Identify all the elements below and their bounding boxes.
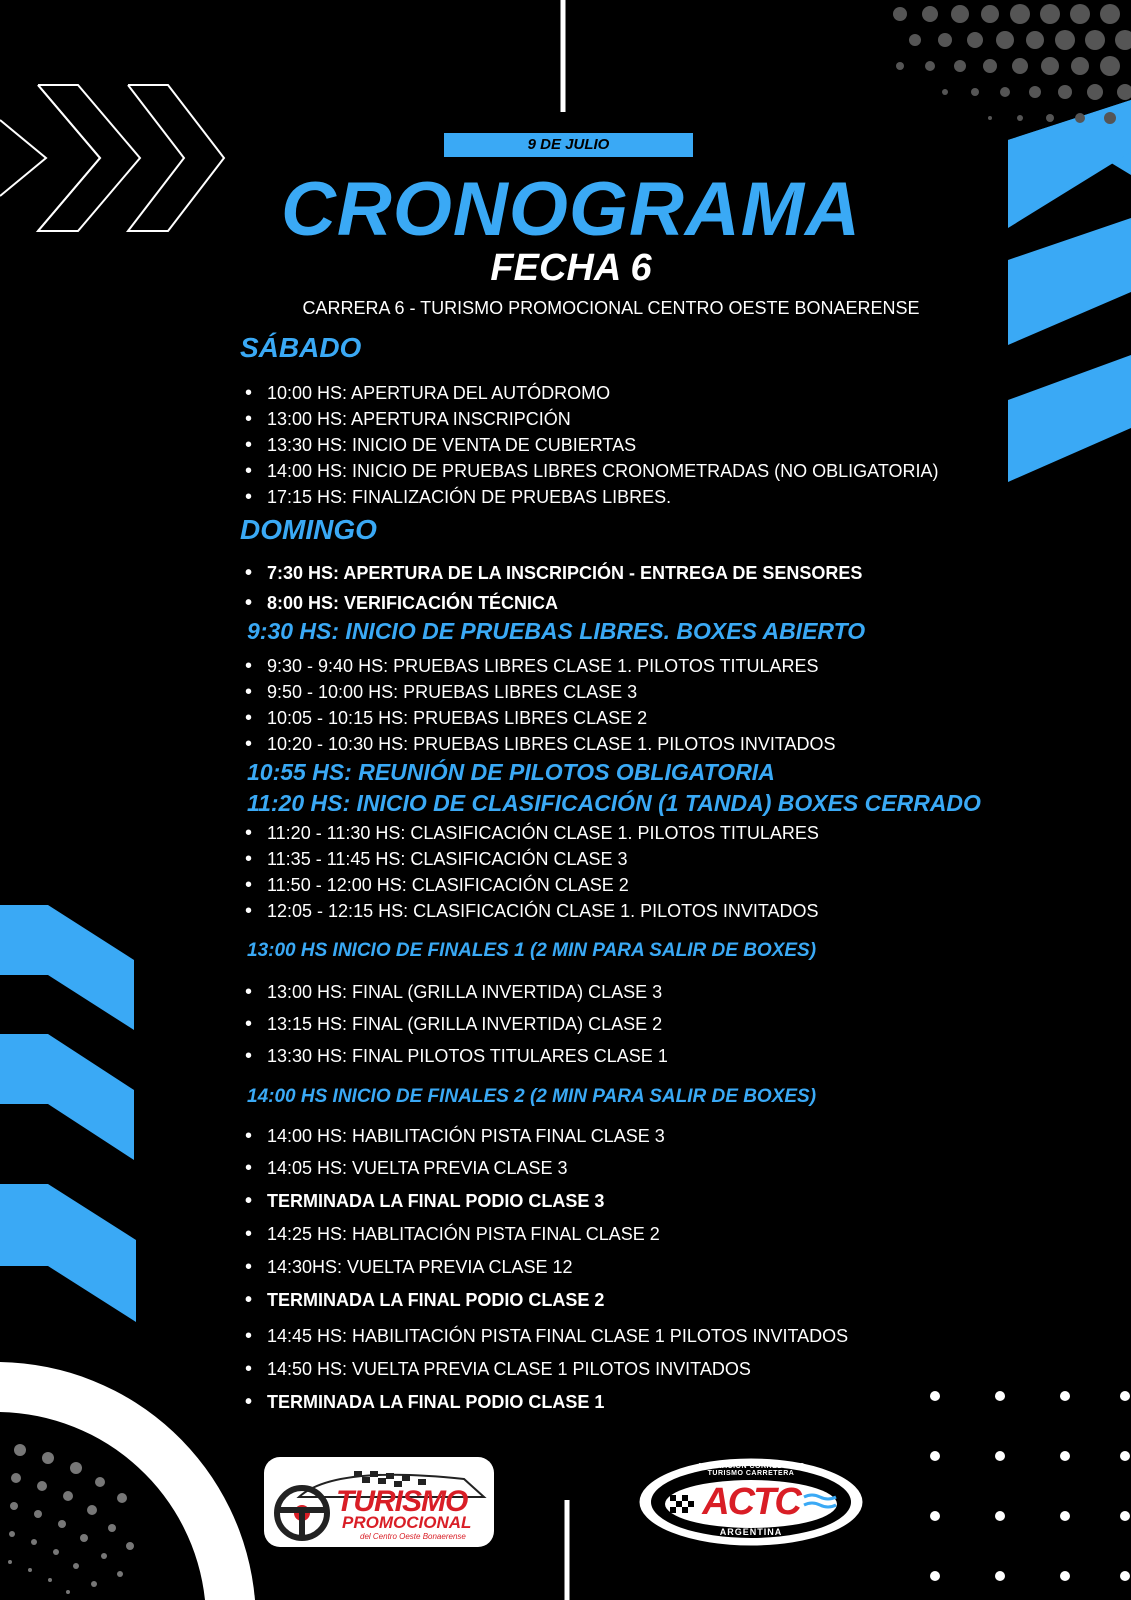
section-heading-libres: 9:30 HS: INICIO DE PRUEBAS LIBRES. BOXES ABIERTO [247, 618, 866, 644]
section-heading-finales-1: 13:00 HS INICIO DE FINALES 1 (2 MIN PARA SALIR DE BOXES) [247, 940, 817, 961]
list-item: • 14:00 HS: INICIO DE PRUEBAS LIBRES CRONOMETRADAS (NO OBLIGATORIA) [245, 460, 938, 483]
list-item: • 8:00 HS: VERIFICACIÓN TÉCNICA [245, 592, 558, 615]
section-heading-finales-2: 14:00 HS INICIO DE FINALES 2 (2 MIN PARA SALIR DE BOXES) [247, 1086, 817, 1107]
list-item: • 9:30 - 9:40 HS: PRUEBAS LIBRES CLASE 1. PILOTOS TITULARES [245, 655, 819, 678]
list-item: • TERMINADA LA FINAL PODIO CLASE 2 [245, 1289, 604, 1312]
date-badge: 9 DE JULIO [444, 133, 693, 157]
list-item: • 11:35 - 11:45 HS: CLASIFICACIÓN CLASE 3 [245, 848, 627, 871]
list-item: • 13:00 HS: FINAL (GRILLA INVERTIDA) CLASE 3 [245, 981, 662, 1004]
list-item: • 10:00 HS: APERTURA DEL AUTÓDROMO [245, 382, 610, 405]
page-title: CRONOGRAMA [281, 167, 861, 252]
list-item: • TERMINADA LA FINAL PODIO CLASE 3 [245, 1190, 604, 1213]
logo-tp-main: TURISMO [336, 1485, 468, 1518]
list-item: • 13:30 HS: INICIO DE VENTA DE CUBIERTAS [245, 434, 636, 457]
list-item: • 13:15 HS: FINAL (GRILLA INVERTIDA) CLASE 2 [245, 1013, 662, 1036]
list-item: • 13:30 HS: FINAL PILOTOS TITULARES CLASE 1 [245, 1045, 668, 1068]
list-item: • 10:20 - 10:30 HS: PRUEBAS LIBRES CLASE 1. PILOTOS INVITADOS [245, 733, 836, 756]
list-item: • 17:15 HS: FINALIZACIÓN DE PRUEBAS LIBRES. [245, 486, 671, 509]
list-item: • 14:30HS: VUELTA PREVIA CLASE 12 [245, 1256, 573, 1279]
logo-tp-sub: PROMOCIONAL [342, 1513, 472, 1532]
list-item: • TERMINADA LA FINAL PODIO CLASE 1 [245, 1391, 604, 1414]
logo-tp-caption: del Centro Oeste Bonaerense [360, 1532, 466, 1541]
section-heading-reunion: 10:55 HS: REUNIÓN DE PILOTOS OBLIGATORIA [247, 759, 775, 785]
actc-logo [636, 1455, 866, 1549]
section-heading-clasificacion: 11:20 HS: INICIO DE CLASIFICACIÓN (1 TANDA) BOXES CERRADO [247, 790, 981, 816]
day-heading-domingo: DOMINGO [240, 514, 377, 545]
turismo-promocional-logo [264, 1457, 494, 1547]
logo-actc-main: ACTC [702, 1481, 800, 1523]
list-item: • 11:50 - 12:00 HS: CLASIFICACIÓN CLASE 2 [245, 874, 629, 897]
list-item: • 7:30 HS: APERTURA DE LA INSCRIPCIÓN - ENTREGA DE SENSORES [245, 562, 862, 585]
page-subtitle: FECHA 6 [490, 247, 652, 289]
list-item: • 14:50 HS: VUELTA PREVIA CLASE 1 PILOTOS INVITADOS [245, 1358, 751, 1381]
list-item: • 11:20 - 11:30 HS: CLASIFICACIÓN CLASE 1. PILOTOS TITULARES [245, 822, 819, 845]
list-item: • 12:05 - 12:15 HS: CLASIFICACIÓN CLASE 1. PILOTOS INVITADOS [245, 900, 819, 923]
logo-actc-ring: ASOCIACION CORREDORES TURISMO CARRETERA [697, 1463, 805, 1477]
list-item: • 13:00 HS: APERTURA INSCRIPCIÓN [245, 408, 571, 431]
list-item: • 9:50 - 10:00 HS: PRUEBAS LIBRES CLASE 3 [245, 681, 637, 704]
event-description: CARRERA 6 - TURISMO PROMOCIONAL CENTRO OESTE BONAERENSE [302, 298, 920, 318]
list-item: • 14:00 HS: HABILITACIÓN PISTA FINAL CLASE 3 [245, 1125, 665, 1148]
list-item: • 10:05 - 10:15 HS: PRUEBAS LIBRES CLASE 2 [245, 707, 647, 730]
logo-actc-country: ARGENTINA [719, 1527, 783, 1537]
list-item: • 14:45 HS: HABILITACIÓN PISTA FINAL CLASE 1 PILOTOS INVITADOS [245, 1325, 848, 1348]
list-item: • 14:25 HS: HABLITACIÓN PISTA FINAL CLASE 2 [245, 1223, 660, 1246]
list-item: • 14:05 HS: VUELTA PREVIA CLASE 3 [245, 1157, 567, 1180]
day-heading-sabado: SÁBADO [240, 332, 362, 363]
